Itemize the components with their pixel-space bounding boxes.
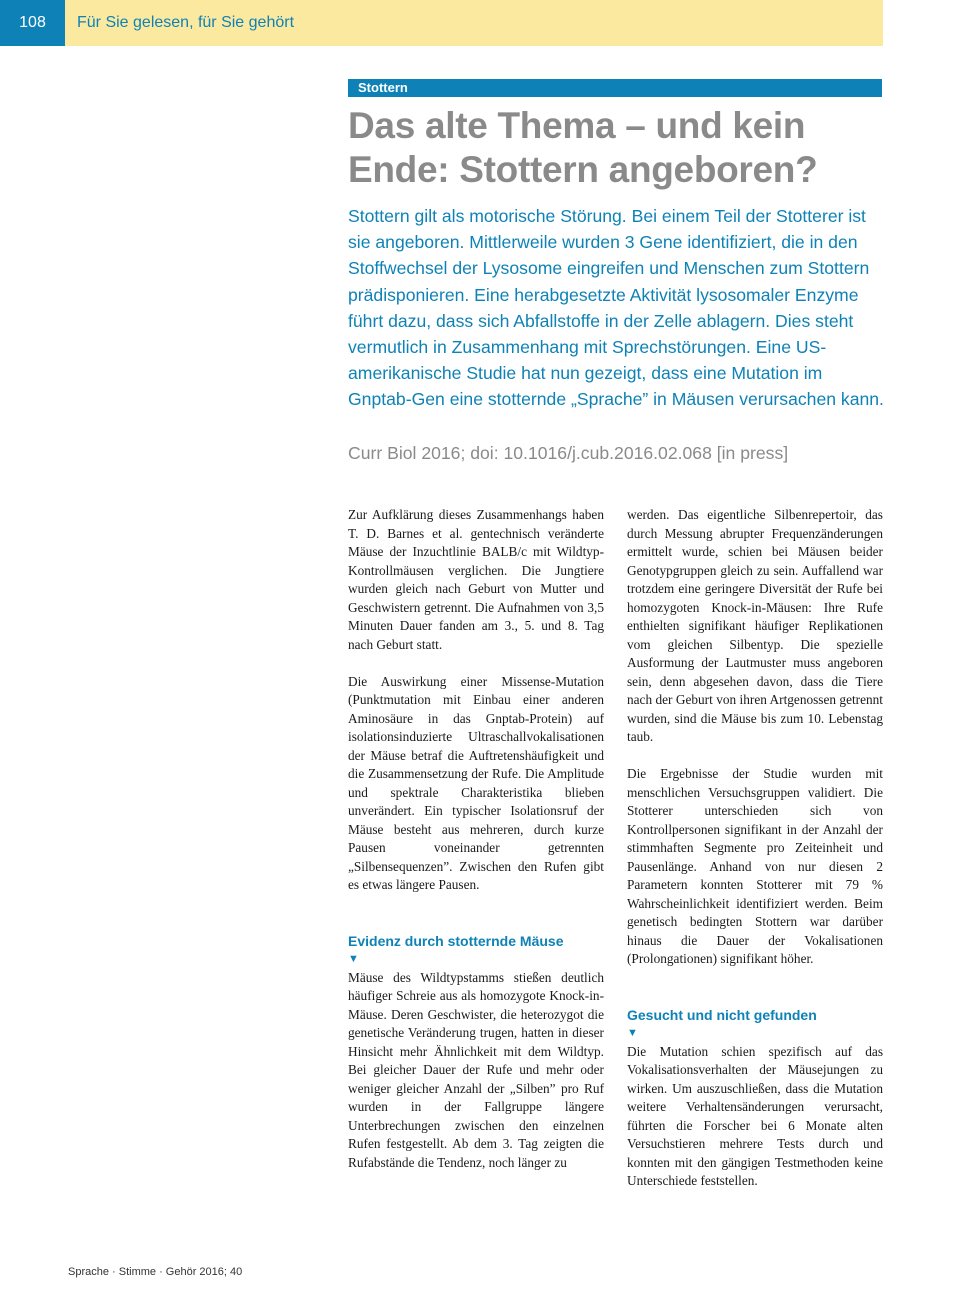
left-paragraph-3: Mäuse des Wildtypstamms stießen deutlich häufiger Schreie aus als homozygote Knock-in-Mäuse. Deren Geschwister, die heterozygot die genetische Veränderung trugen, hatten in dieser Hinsicht mehr Ähnlichkeit mit dem Wildtyp. Bei gleicher Dauer der Rufe und mehr oder weniger gleicher Anzahl der „Silben” pro Ruf wurden in der Fallgruppe längere Unterbrechungen zwischen den einzelnen Rufen festgestellt. Ab dem 3. Tag zeigten die Rufabstände die Tendenz, noch länger zu <box>348 969 604 1170</box>
topic-bar <box>348 79 882 97</box>
footer-journal: Sprache · Stimme · Gehör 2016; 40 <box>68 1266 243 1278</box>
right-paragraph-3: Die Mutation schien spezifisch auf das Vokalisationsverhalten der Mäusejungen zu wirken. Um auszuschließen, dass die Mutation weitere Verhaltensänderungen verursacht, führten die Forscher bei 6 Monate alten Versuchstieren mehrere Tests durch und konnten mit den gängigen Testmethoden keine Unterschiede feststellen. <box>627 1043 883 1188</box>
triangle-down-icon: ▼ <box>348 953 359 965</box>
subheading-gesucht: Gesucht und nicht gefunden <box>627 1006 817 1023</box>
article-headline: Das alte Thema – und kein Ende: Stottern angeboren? <box>348 105 818 190</box>
page-number: 108 <box>0 0 65 46</box>
left-paragraph-2: Die Auswirkung einer Missense-Mutation (Punktmutation mit Einbau einer anderen Aminosäure in das Gnptab-Protein) auf isolationsinduzierte Ultraschallvokalisationen der Mäuse betraf die Auftretenshäufigkeit und die Zusammensetzung der Rufe. Die Amplitude und spektrale Charakteristika blieben unverändert. Ein typischer Isolationsruf der Mäuse besteht aus mehreren, durch kurze Pausen voneinander getrennten „Silbensequenzen”. Zwischen den Rufen gibt es etwas längere Pausen. <box>348 673 604 892</box>
article-lead: Stottern gilt als motorische Störung. Bei einem Teil der Stotterer ist sie angeboren. Mittlerweile wurden 3 Gene identifiziert, die in den Stoffwechsel der Lysosome eingreifen und Menschen zum Stottern prädisponieren. Eine herabgesetzte Aktivität lysosomaler Enzyme führt dazu, dass sich Abfallstoffe in der Zelle ablagern. Dies steht vermutlich in Zusammenhang mit Sprechstörungen. Eine US-amerikanische Studie hat nun gezeigt, dass eine Mutation im Gnptab-Gen eine stotternde „Sprache” in Mäusen verursachen kann. <box>348 206 884 410</box>
right-column <box>627 506 883 1191</box>
triangle-down-icon: ▼ <box>627 1027 638 1039</box>
right-paragraph-2: Die Ergebnisse der Studie wurden mit menschlichen Versuchsgruppen validiert. Die Stotterer unterschieden sich von Kontrollpersonen signifikant in der Anzahl der stimmhaften Segmente pro Zeiteinheit und Pausenlänge. Anhand von nur diesen 2 Parametern konnten Stotterer mit 79 % Wahrscheinlichkeit identifiziert werden. Beim genetisch bedingten Stottern war darüber hinaus die Dauer der Vokalisationen (Prolongationen) signifikant höher. <box>627 766 883 966</box>
section-title: Für Sie gelesen, für Sie gehört <box>77 14 295 31</box>
subheading-evidenz: Evidenz durch stotternde Mäuse <box>348 932 564 949</box>
left-column <box>348 506 604 1172</box>
right-paragraph-1: werden. Das eigentliche Silbenrepertoir, das durch Messung abrupter Frequenzänderungen ermittelt wurde, schien bei Mäusen beider Genotypgruppen gleich zu sein. Auffallend war trotzdem eine geringere Diversität der Rufe bei homozygoten Knock-in-Mäusen: Ihre Rufe enthielten signifikant häufiger Replikationen vom gleichen Silbentyp. Die spezielle Ausformung der Lautmuster muss angeboren sein, denn abgesehen davon, dass die Tiere nach der Geburt von ihren Artgenossen getrennt wurden, sind die Mäuse bis zum 10. Lebenstag taub. <box>627 507 883 744</box>
article-citation: Curr Biol 2016; doi: 10.1016/j.cub.2016.02.068 [in press] <box>348 443 789 463</box>
topic-label: Stottern <box>358 80 408 95</box>
left-paragraph-1: Zur Aufklärung dieses Zusammenhangs haben T. D. Barnes et al. gentechnisch veränderte Mäuse der Inzuchtlinie BALB/c mit Wildtyp-Kontrollmäusen verglichen. Die Jungtiere wurden gleich nach Geburt von Mutter und Geschwistern getrennt. Die Aufnahmen von 3,5 Minuten Dauer fanden am 3., 5. und 8. Tag nach Geburt statt. <box>348 507 604 652</box>
